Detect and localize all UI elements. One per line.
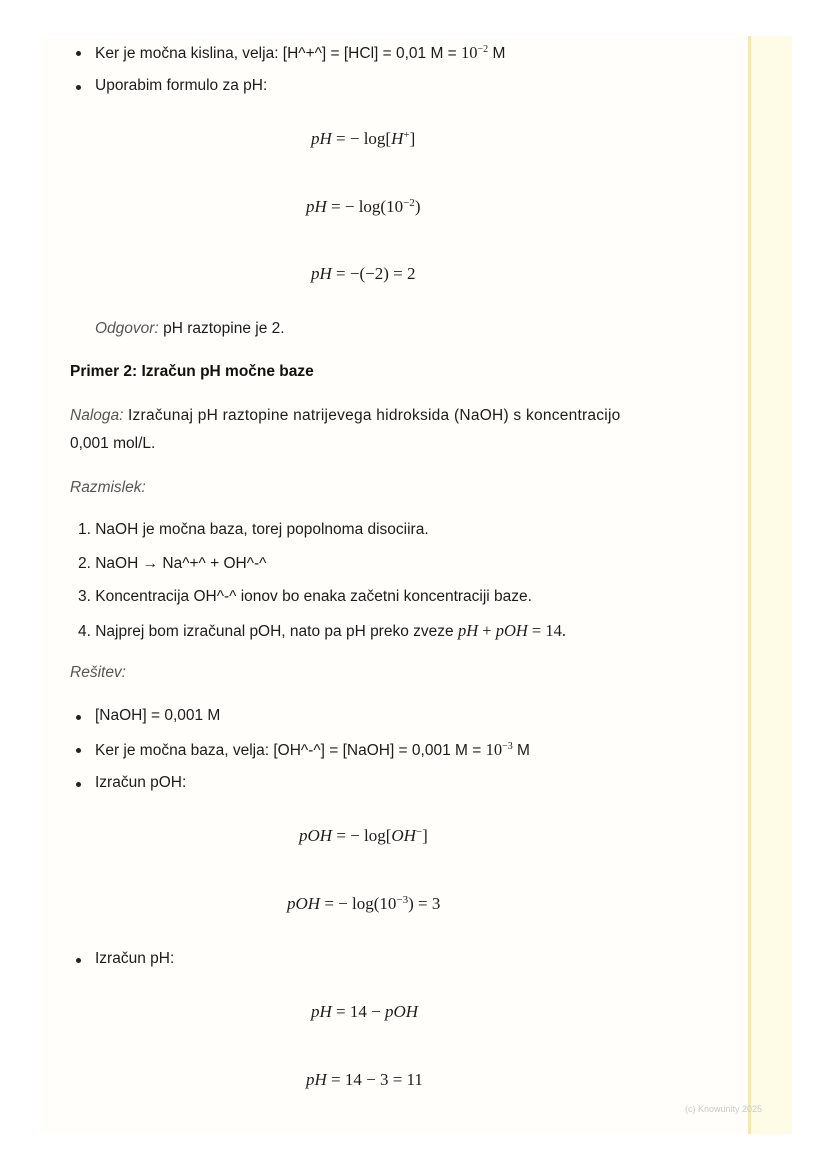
ordered-item: 2. NaOH → Na^+^ + OH^-^ xyxy=(78,555,267,572)
thought-label: Razmislek: xyxy=(70,479,146,496)
text: M xyxy=(512,742,530,759)
answer-line xyxy=(95,320,285,338)
text: Izračun pH: xyxy=(95,950,175,967)
text: 4. Najprej bom izračunal pOH, nato pa pH preko zveze xyxy=(78,623,458,640)
equation: pH = 14 − 3 = 11 xyxy=(306,1070,423,1089)
ordered-item xyxy=(78,621,566,641)
bullet-item xyxy=(95,707,220,725)
text: Izračun pOH: xyxy=(95,774,187,791)
answer-label: Odgovor: xyxy=(95,320,159,337)
bullet-item xyxy=(95,950,174,968)
solution-label: Rešitev: xyxy=(70,664,126,681)
text: Ker je močna baza, velja: [OH^-^] = [NaOH] = 0,001 M = xyxy=(95,742,486,759)
ordered-item: 1. NaOH je močna baza, torej popolnoma disociira. xyxy=(78,521,429,538)
equation: pH = − $\log(10^{-2})$ xyxy=(306,197,421,216)
text: M xyxy=(488,45,506,62)
section-heading: Primer 2: Izračun pH močne baze xyxy=(70,363,314,380)
bullet-item xyxy=(95,77,267,95)
equation: pH = −(−2) = 2 xyxy=(311,264,416,283)
math-inline: $10^{-3}$ xyxy=(485,740,513,759)
text: Uporabim formulo za pH: xyxy=(95,77,268,94)
text: Ker je močna kislina, velja: [H^+^] = [HCl] = 0,01 M = xyxy=(95,45,462,62)
task-line-2: 0,001 mol/L. xyxy=(70,435,156,452)
equation: pH = − log[H+] xyxy=(311,129,416,148)
ordered-item: 3. Koncentracija OH^-^ ionov bo enaka začetni koncentraciji baze. xyxy=(78,588,532,605)
text: pH raztopine je 2. xyxy=(158,320,285,337)
copyright-footer: (c) Knowunity 2025 xyxy=(685,1104,763,1114)
bullet-item xyxy=(95,43,505,63)
bullet-item xyxy=(95,774,186,792)
equation: pH = 14 − pOH xyxy=(311,1002,419,1021)
math-inline: $10^{-2}$ xyxy=(461,43,489,62)
equation: pOH = − log[OH−] xyxy=(299,826,428,845)
margin-stripe xyxy=(751,36,792,1134)
task-line xyxy=(70,407,621,425)
text: Izračunaj pH raztopine natrijevega hidroksida (NaOH) s koncentracijo xyxy=(123,407,621,424)
bullet-item xyxy=(95,740,530,760)
task-label: Naloga: xyxy=(70,407,124,424)
text: [NaOH] = 0,001 M xyxy=(95,707,221,724)
math-inline: pH + pOH = 14. xyxy=(457,621,566,640)
equation: pOH = − $\log(10^{-3}) = 3$ xyxy=(287,894,441,913)
